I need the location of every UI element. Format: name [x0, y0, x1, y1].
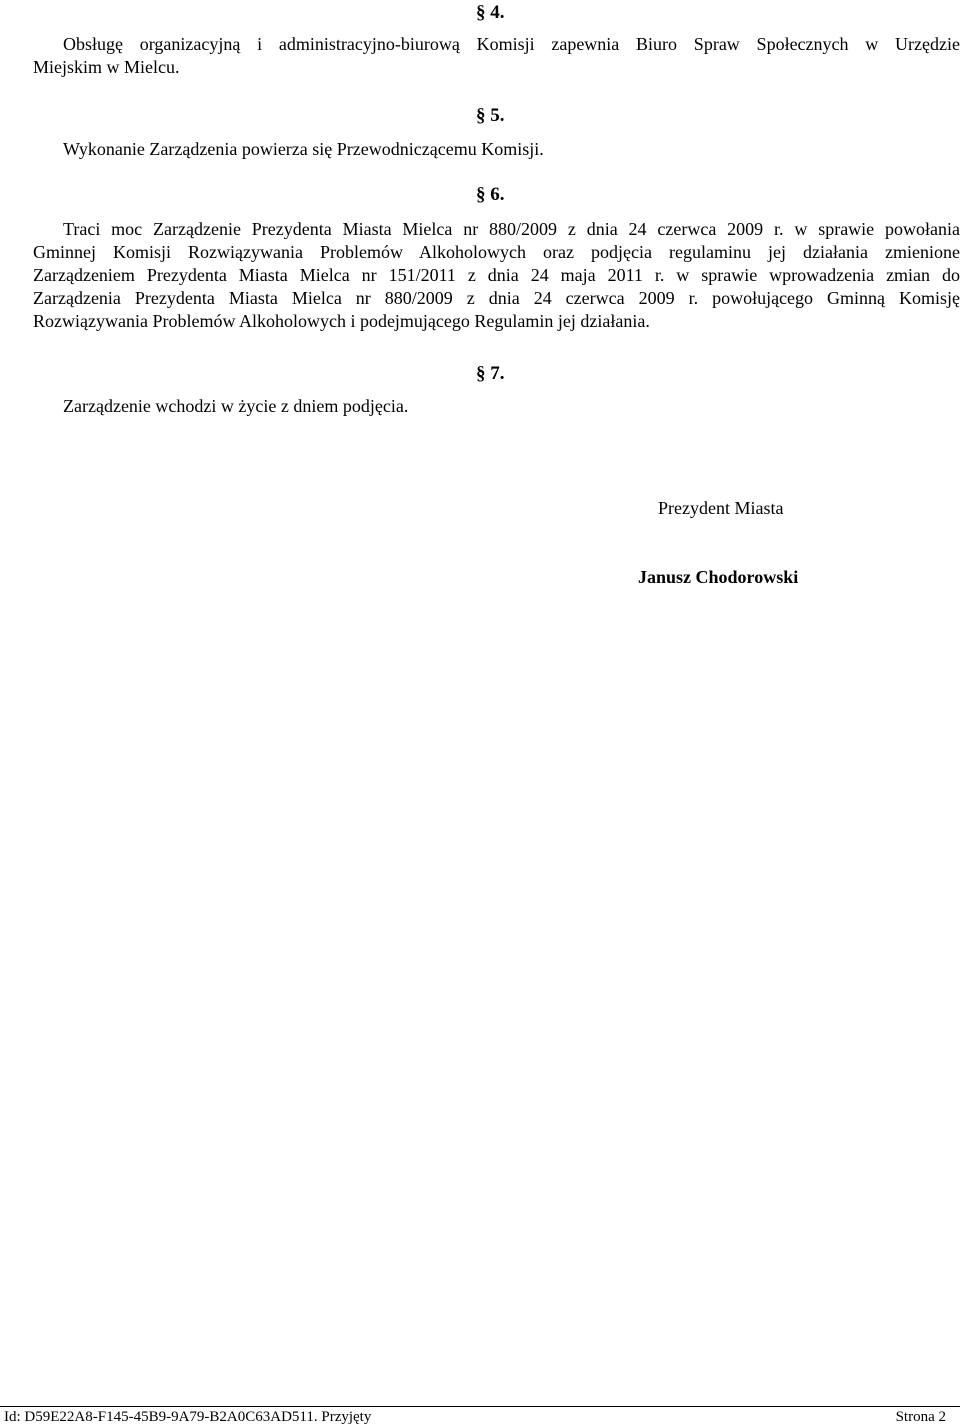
document-id: Id: D59E22A8-F145-45B9-9A79-B2A0C63AD511. Przyjęty — [4, 1409, 372, 1425]
page-footer — [0, 1406, 960, 1428]
section-4-line-2: Miejskim w Mielcu. — [33, 57, 180, 77]
section-4-line-1: Obsługę organizacyjną i administracyjno-biurową Komisji zapewnia Biuro Spraw Społecznych w Urzędzie — [63, 34, 960, 54]
section-6-line-4: Zarządzenia Prezydenta Miasta Mielca nr 880/2009 z dnia 24 czerwca 2009 r. powołującego Gminną Komisję — [33, 288, 960, 308]
signature-name: Janusz Chodorowski — [638, 567, 799, 587]
section-7-heading: § 7. — [476, 363, 505, 384]
section-6-paragraph — [33, 218, 960, 333]
section-4-heading: § 4. — [476, 2, 505, 23]
section-5-paragraph: Wykonanie Zarządzenia powierza się Przewodniczącemu Komisji. — [63, 139, 544, 159]
section-5-heading: § 5. — [476, 105, 505, 126]
page-number: Strona 2 — [895, 1409, 946, 1425]
signature-title: Prezydent Miasta — [658, 498, 784, 518]
section-6-heading: § 6. — [476, 184, 505, 205]
section-6-line-2: Gminnej Komisji Rozwiązywania Problemów Alkoholowych oraz podjęcia regulaminu jej działania zmienione — [33, 242, 960, 262]
section-6-line-5: Rozwiązywania Problemów Alkoholowych i podejmującego Regulamin jej działania. — [33, 311, 650, 331]
section-6-line-3: Zarządzeniem Prezydenta Miasta Mielca nr 151/2011 z dnia 24 maja 2011 r. w sprawie wprowadzenia zmian do — [33, 265, 960, 285]
section-4-paragraph — [33, 33, 960, 79]
section-6-line-1: Traci moc Zarządzenie Prezydenta Miasta Mielca nr 880/2009 z dnia 24 czerwca 2009 r. w sprawie powołania — [63, 219, 960, 239]
section-7-paragraph: Zarządzenie wchodzi w życie z dniem podjęcia. — [63, 396, 409, 416]
